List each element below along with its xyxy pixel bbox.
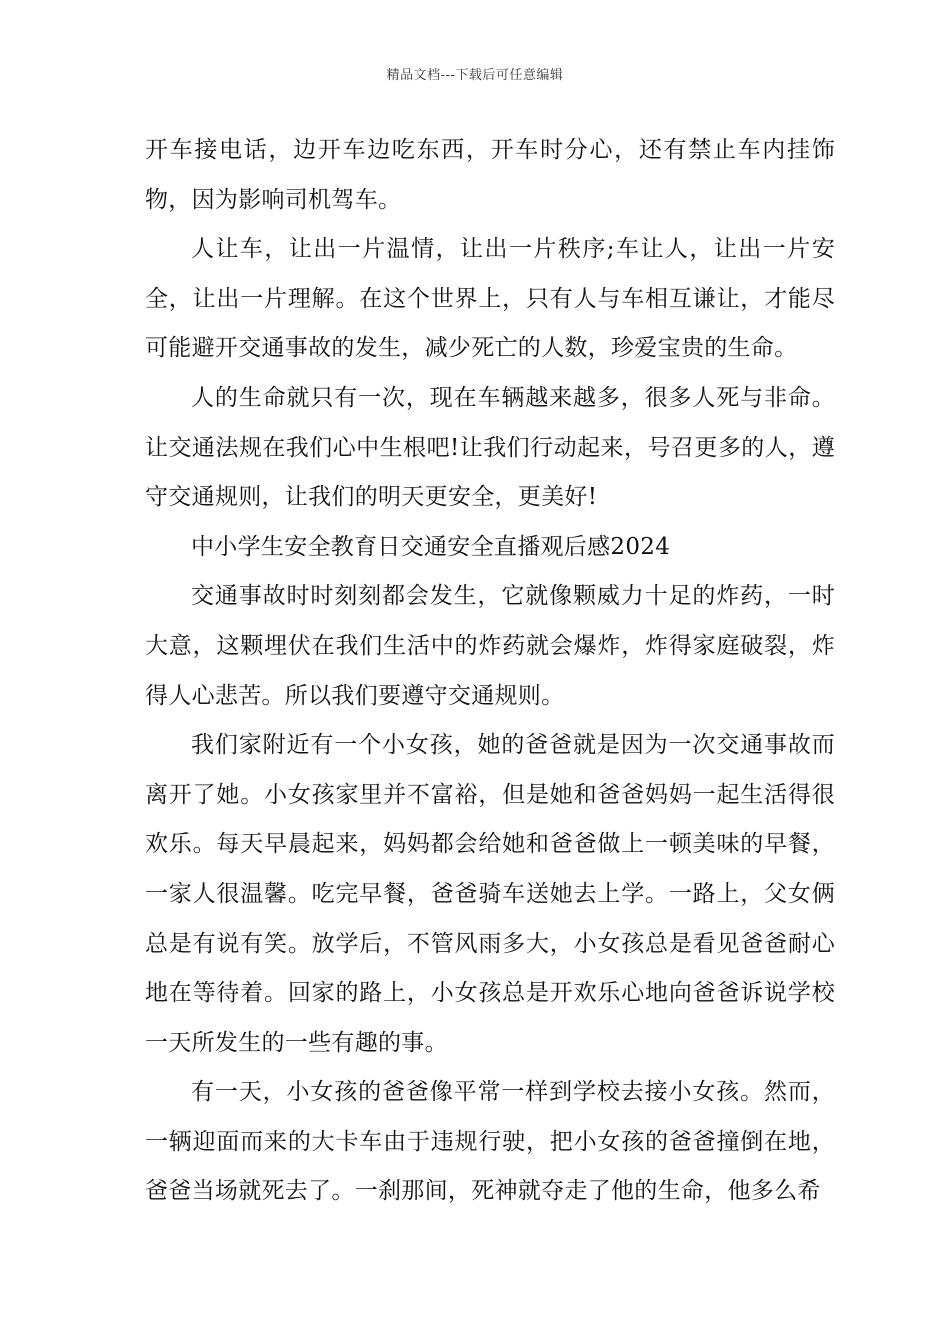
document-body [145, 126, 835, 1217]
paragraph: 有一天，小女孩的爸爸像平常一样到学校去接小女孩。然而，一辆迎面而来的大卡车由于违规行驶，把小女孩的爸爸撞倒在地，爸爸当场就死去了。一刹那间，死神就夺走了他的生命，他多么希 [145, 1079, 835, 1205]
paragraph: 交通事故时时刻刻都会发生，它就像颗威力十足的炸药，一时大意，这颗埋伏在我们生活中的炸药就会爆炸，炸得家庭破裂，炸得人心悲苦。所以我们要遵守交通规则。 [145, 583, 835, 709]
page-header: 精品文档---下载后可任意编辑 [386, 68, 564, 83]
section-heading: 中小学生安全教育日交通安全直播观后感2024 [191, 533, 671, 560]
paragraph-continuation: 开车接电话，边开车边吃东西，开车时分心，还有禁止车内挂饰物，因为影响司机驾车。 [145, 137, 835, 213]
paragraph: 人让车，让出一片温情，让出一片秩序;车让人，让出一片安全，让出一片理解。在这个世界上，只有人与车相互谦让，才能尽可能避开交通事故的发生，减少死亡的人数，珍爱宝贵的生命。 [145, 236, 835, 362]
paragraph: 人的生命就只有一次，现在车辆越来越多，很多人死与非命。让交通法规在我们心中生根吧!让我们行动起来，号召更多的人，遵守交通规则，让我们的明天更安全，更美好! [145, 384, 835, 511]
paragraph: 我们家附近有一个小女孩，她的爸爸就是因为一次交通事故而离开了她。小女孩家里并不富裕，但是她和爸爸妈妈一起生活得很欢乐。每天早晨起来，妈妈都会给她和爸爸做上一顿美味的早餐，一家人很温馨。吃完早餐，爸爸骑车送她去上学。一路上，父女俩总是有说有笑。放学后，不管风雨多大，小女孩总是看见爸爸耐心地在等待着。回家的路上，小女孩总是开欢乐心地向爸爸诉说学校一天所发生的一些有趣的事。 [145, 732, 835, 1056]
